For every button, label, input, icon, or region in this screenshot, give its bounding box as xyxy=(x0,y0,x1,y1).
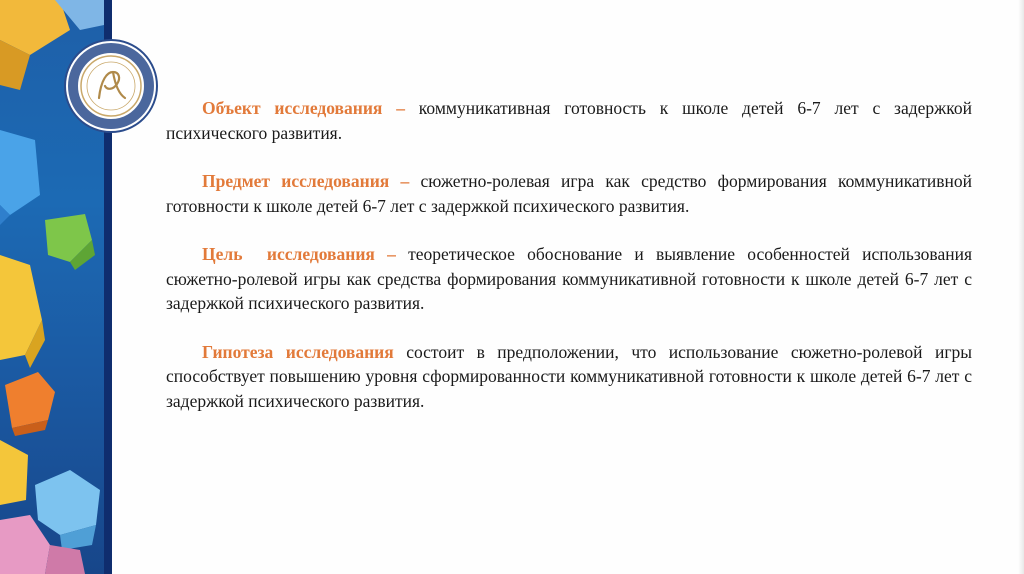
text-hypothesis: состоит в предположении, что использование сюжетно-ролевой игры способствует повышению уровня сформированности коммуникативной готовности к школе детей 6-7 лет с задержкой психического развития. xyxy=(166,341,972,411)
paragraph-object xyxy=(166,96,972,145)
paragraph-goal xyxy=(166,242,972,316)
label-goal: Цель исследования – xyxy=(202,244,396,264)
university-seal-icon xyxy=(63,38,159,134)
page-edge-shadow xyxy=(1018,0,1024,574)
label-subject: Предмет исследования – xyxy=(202,171,410,191)
label-object: Объект исследования – xyxy=(202,98,405,118)
text-goal: теоретическое обоснование и выявление особенностей использования сюжетно-ролевой игры как средства формирования коммуникативной готовности к школе детей 6-7 лет с задержкой психического развития. xyxy=(166,244,972,313)
text-object: коммуникативная готовность к школе детей 6-7 лет с задержкой психического развития. xyxy=(166,98,972,143)
slide-content xyxy=(166,96,972,437)
paragraph-subject xyxy=(166,169,972,218)
text-subject: сюжетно-ролевая игра как средство формирования коммуникативной готовности к школе детей 6-7 лет с задержкой психического развития. xyxy=(166,171,972,216)
label-hypothesis: Гипотеза исследования xyxy=(202,341,394,362)
paragraph-hypothesis xyxy=(166,340,972,414)
